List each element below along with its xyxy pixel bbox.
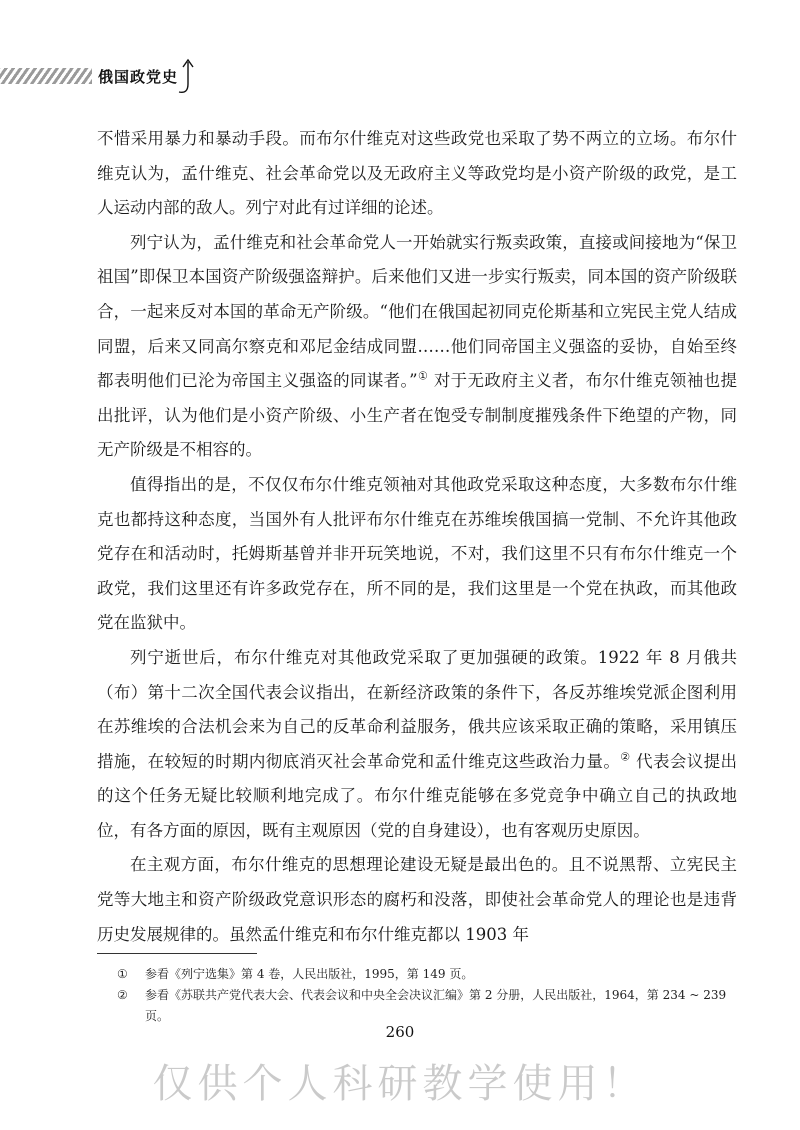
footnote-ref-1[interactable]: ① xyxy=(417,369,429,383)
paragraph-4 xyxy=(97,641,737,849)
watermark: 仅供个人科研教学使用！ xyxy=(152,1061,648,1107)
body-text xyxy=(97,122,737,952)
footnote-ref-2[interactable]: ② xyxy=(620,750,631,764)
footnote-2 xyxy=(117,985,737,1027)
page-number: 260 xyxy=(385,1023,415,1041)
header-stripe-decoration xyxy=(0,68,92,84)
footnote-2-number: ② xyxy=(117,988,128,1002)
paragraph-4-text-a: 列宁逝世后，布尔什维克对其他政党采取了更加强硬的政策。1922 年 8 月俄共（布）第十二次全国代表会议指出，在新经济政策的条件下，各反苏维埃党派企图利用在苏维埃的合法机会来为自己的反革命利益服务，俄共应该采取正确的策略，采用镇压措施，在较短的时期内彻底消灭社会革命党和孟什维克这些政治力量。 xyxy=(97,647,737,771)
header-arrow-icon xyxy=(176,56,198,98)
paragraph-3: 值得指出的是，不仅仅布尔什维克领袖对其他政党采取这种态度，大多数布尔什维克也都持这种态度，当国外有人批评布尔什维克在苏维埃俄国搞一党制、不允许其他政党存在和活动时，托姆斯基曾并非开玩笑地说，不对，我们这里不只有布尔什维克一个政党，我们这里还有许多政党存在，所不同的是，我们这里是一个党在执政，而其他政党在监狱中。 xyxy=(97,474,737,633)
paragraph-1: 不惜采用暴力和暴动手段。而布尔什维克对这些政党也采取了势不两立的立场。布尔什维克认为，孟什维克、社会革命党以及无政府主义等政党均是小资产阶级的政党，是工人运动内部的敌人。列宁对此有过详细的论述。 xyxy=(97,129,737,218)
paragraph-5: 在主观方面，布尔什维克的思想理论建设无疑是最出色的。且不说黑帮、立宪民主党等大地主和资产阶级政党意识形态的腐朽和没落，即使社会革命党人的理论也是违背历史发展规律的。虽然孟什维克和布尔什维克都以 1903 年 xyxy=(97,855,737,944)
paragraph-2 xyxy=(97,226,737,468)
footnote-2-text: 参看《苏联共产党代表大会、代表会议和中央全会决议汇编》第 2 分册，人民出版社，1964，第 234 ~ 239 页。 xyxy=(145,988,727,1023)
paragraph-4-text-b: 代表会议提出的这个任务无疑比较顺利地完成了。布尔什维克能够在多党竞争中确立自己的执政地位，有各方面的原因，既有主观原因（党的自身建设），也有客观历史原因。 xyxy=(97,751,738,840)
footnotes xyxy=(117,964,737,1027)
running-header-title: 俄国政党史 xyxy=(98,68,179,86)
footnote-1-text: 参看《列宁选集》第 4 卷，人民出版社，1995，第 149 页。 xyxy=(145,967,474,981)
paragraph-2-text-b: 对于无政府主义者，布尔什维克领袖也提出批评，认为他们是小资产阶级、小生产者在饱受专制制度摧残条件下绝望的产物，同无产阶级是不相容的。 xyxy=(97,371,737,460)
running-header xyxy=(0,56,200,98)
paragraph-2-text-a: 列宁认为，孟什维克和社会革命党人一开始就实行叛卖政策，直接或间接地为“保卫祖国”即保卫本国资产阶级强盗辩护。后来他们又进一步实行叛卖，同本国的资产阶级联合，一起来反对本国的革命无产阶级。“他们在俄国起初同克伦斯基和立宪民主党人结成同盟，后来又同高尔察克和邓尼金结成同盟……他们同帝国主义强盗的妥协，自始至终都表明他们已沦为帝国主义强盗的同谋者。” xyxy=(97,232,737,391)
footnote-1 xyxy=(117,964,737,985)
footnote-1-number: ① xyxy=(117,967,128,981)
footnote-divider xyxy=(97,953,257,954)
